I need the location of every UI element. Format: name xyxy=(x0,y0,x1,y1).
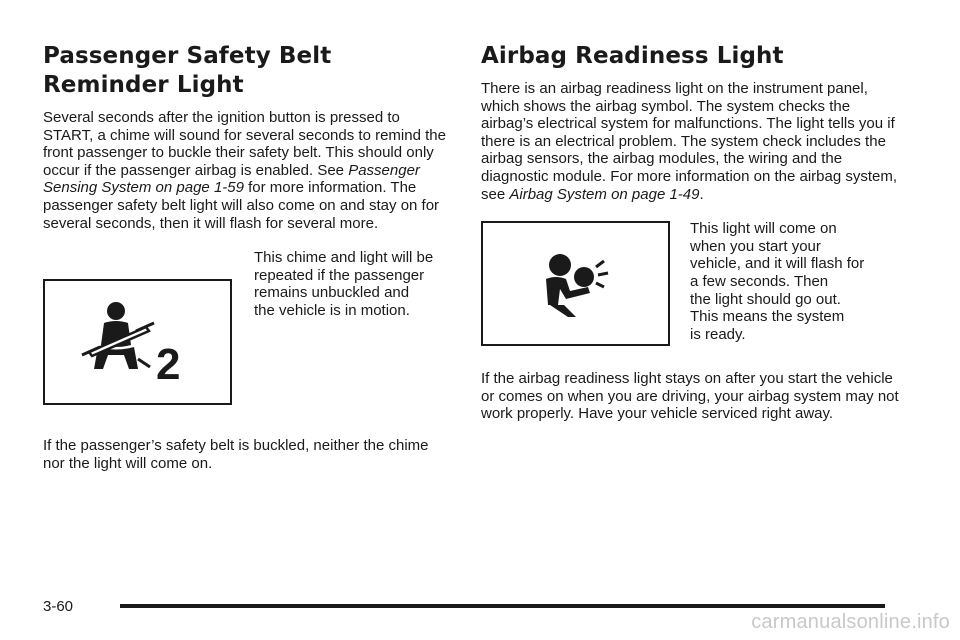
fig-text-line: vehicle, and it will flash for xyxy=(690,255,865,273)
fig-text-line: when you start your xyxy=(690,237,821,255)
airbag-paragraph-2: If the airbag readiness light stays on after you start the vehicle or comes on when you are driving, your airbag system may not work properly. Have your vehicle serviced right away. xyxy=(481,370,899,423)
airbag-para1-text: There is an airbag readiness light on the instrument panel, which shows the airbag symbol. The system checks the airbag’s electrical system for malfunctions. The light tells you if there is an electrical problem. The system check includes the airbag sensors, the airbag modules, the wiring and the diagnostic module. For more information on the airbag system, see xyxy=(481,80,898,203)
fig-text-line: the light should go out. xyxy=(690,290,841,308)
seatbelt-figure-row xyxy=(43,249,453,405)
fig-text-line: This light will come on xyxy=(690,220,837,238)
seatbelt-icon-frame xyxy=(43,279,232,405)
seatbelt-para1-text: Several seconds after the ignition button is pressed to START, a chime will sound for several seconds to remind the front passenger to buckle their safety belt. This should only occur if the passenger airbag is enabled. See xyxy=(43,109,446,179)
seatbelt-figure-text xyxy=(254,249,433,319)
footer-rule xyxy=(120,604,885,608)
fig-text-line: a few seconds. Then xyxy=(690,272,829,290)
fig-text-line: This means the system xyxy=(690,308,845,326)
seatbelt-para1-text-end: for more information. The passenger safety belt light will also come on and stay on for several seconds, then it will flash for several more. xyxy=(43,179,440,232)
airbag-paragraph-1 xyxy=(481,80,901,203)
fig-text-line: This chime and light will be xyxy=(254,249,434,267)
airbag-figure-text xyxy=(690,220,864,343)
seat-number-glyph: 2 xyxy=(155,340,180,388)
airbag-readiness-icon xyxy=(536,249,616,319)
passenger-seatbelt-reminder-icon xyxy=(78,297,198,387)
title-line-1: Passenger Safety Belt xyxy=(43,43,332,69)
seatbelt-paragraph-1 xyxy=(43,109,453,232)
watermark: carmanualsonline.info xyxy=(751,611,950,633)
right-column xyxy=(481,42,901,423)
page-number: 3-60 xyxy=(43,598,74,615)
airbag-figure-row xyxy=(481,220,901,346)
fig-text-line: repeated if the passenger xyxy=(254,266,425,284)
passenger-sensing-link[interactable]: Passenger Sensing System on page 1-59 xyxy=(43,161,420,197)
airbag-para1-end: . xyxy=(699,185,704,203)
left-column xyxy=(43,42,453,472)
fig-text-line: the vehicle is in motion. xyxy=(254,301,410,319)
airbag-icon-frame xyxy=(481,221,670,346)
seatbelt-paragraph-2: If the passenger’s safety belt is buckled, neither the chime nor the light will come on. xyxy=(43,437,429,472)
title-line-2: Reminder Light xyxy=(43,72,244,98)
fig-text-line: is ready. xyxy=(690,325,746,343)
section-title-seatbelt-reminder xyxy=(43,42,453,100)
section-title-airbag-readiness: Airbag Readiness Light xyxy=(481,43,784,69)
airbag-system-link[interactable]: Airbag System on page 1-49 xyxy=(509,185,700,203)
fig-text-line: remains unbuckled and xyxy=(254,284,410,302)
